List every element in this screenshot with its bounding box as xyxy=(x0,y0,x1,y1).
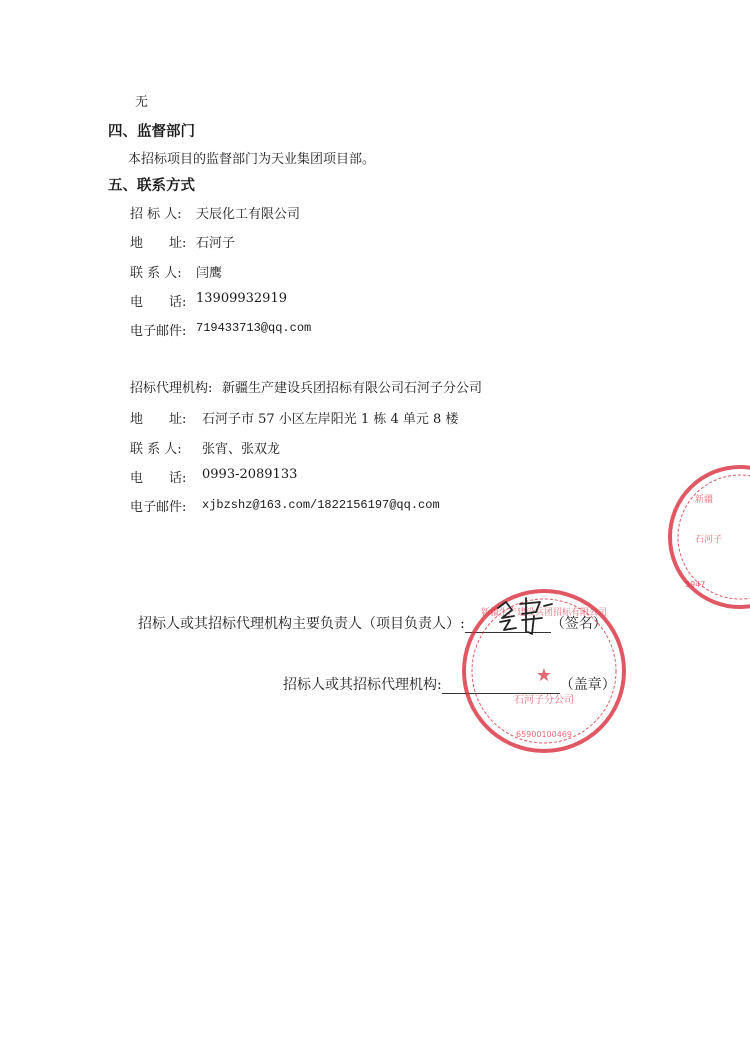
tenderer-name: 天辰化工有限公司 xyxy=(196,207,301,222)
agency-address-label: 地 址: xyxy=(130,412,187,427)
section5-heading: 五、联系方式 xyxy=(108,178,195,194)
agency-name-label: 招标代理机构: xyxy=(130,381,213,396)
tenderer-name-label: 招 标 人: xyxy=(130,207,182,222)
agency-phone-label: 电 话: xyxy=(130,471,187,486)
tenderer-contact-label: 联 系 人: xyxy=(130,266,182,281)
agency-email-label: 电子邮件: xyxy=(130,500,187,515)
agency-email[interactable]: xjbzshz@163.com/1822156197@qq.com xyxy=(202,498,440,512)
seal-prefix: 招标人或其招标代理机构: xyxy=(283,677,442,693)
agency-name: 新疆生产建设兵团招标有限公司石河子分公司 xyxy=(222,381,483,396)
svg-text:★: ★ xyxy=(535,665,553,686)
svg-text:新疆生产建设兵团招标有限公司: 新疆生产建设兵团招标有限公司 xyxy=(480,608,608,618)
tenderer-phone-label: 电 话: xyxy=(130,295,187,310)
seal-suffix: （盖章） xyxy=(559,677,616,693)
svg-text:石河子分公司: 石河子分公司 xyxy=(514,695,574,706)
responsible-suffix: （签名） xyxy=(550,616,607,632)
svg-text:新疆: 新疆 xyxy=(695,495,714,505)
svg-text:65900100469: 65900100469 xyxy=(516,730,572,739)
svg-text:石河子: 石河子 xyxy=(695,535,723,545)
none-text: 无 xyxy=(135,95,149,110)
tenderer-contact: 闫鹰 xyxy=(196,266,223,281)
section4-heading: 四、监督部门 xyxy=(108,124,195,140)
tenderer-email[interactable]: 719433713@qq.com xyxy=(196,321,312,335)
section4-body: 本招标项目的监督部门为天业集团项目部。 xyxy=(128,152,376,167)
tenderer-address: 石河子 xyxy=(196,236,236,251)
edge-seal-stamp xyxy=(665,462,750,612)
agency-contact: 张宵、张双龙 xyxy=(202,442,281,457)
agency-address: 石河子市 57 小区左岸阳光 1 栋 4 单元 8 楼 xyxy=(202,412,459,427)
agency-contact-label: 联 系 人: xyxy=(130,442,182,457)
handwritten-signature xyxy=(492,592,562,640)
tenderer-address-label: 地 址: xyxy=(130,236,187,251)
tenderer-email-label: 电子邮件: xyxy=(130,324,187,339)
svg-text:5947: 5947 xyxy=(685,580,706,589)
responsible-prefix: 招标人或其招标代理机构主要负责人（项目负责人）: xyxy=(138,616,465,632)
agency-phone: 0993-2089133 xyxy=(202,467,298,482)
tenderer-phone: 13909932919 xyxy=(196,291,287,306)
